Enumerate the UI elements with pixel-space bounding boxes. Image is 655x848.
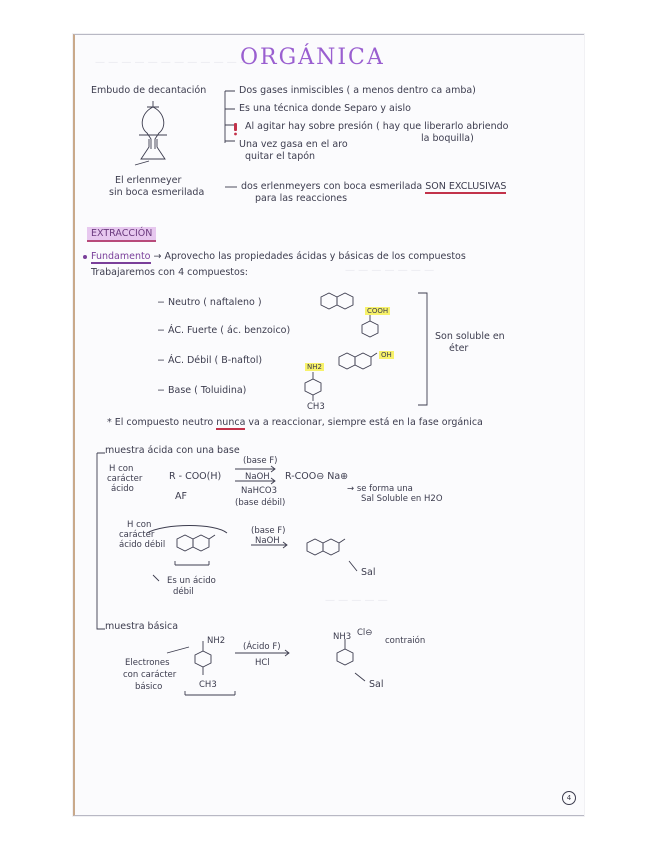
embudo-item: Dos gases inmiscibles ( a menos dentro ca amba)	[239, 85, 476, 96]
chloride-label: Cl⊖	[357, 628, 373, 638]
fundamento-label: Fundamento	[91, 251, 151, 262]
page-number: 4	[562, 791, 576, 805]
basic-electrons-label: Electrones	[125, 658, 170, 668]
embudo-item: quitar el tapón	[245, 151, 316, 162]
hcl-label: HCl	[255, 658, 270, 668]
erlenmeyer-text-main: dos erlenmeyers con boca esmerilada	[241, 181, 423, 192]
salt-label: Sal	[361, 567, 376, 578]
erlenmeyer-label: sin boca esmerilada	[109, 187, 205, 198]
compound-name: ÁC. Fuerte ( ác. benzoico)	[167, 325, 291, 336]
compound-name: Base ( Toluidina)	[167, 385, 247, 396]
soluble-note: éter	[449, 343, 469, 354]
fundamento-line: Fundamento → Aprovecho las propiedades ácidas y básicas de los compuestos	[91, 251, 466, 262]
acid-reactant: R - COO(H)	[169, 471, 222, 482]
acid-h-label: ácido	[111, 484, 134, 494]
acid-af: AF	[175, 491, 187, 502]
nh2-text: NH2	[307, 363, 322, 371]
salt-note: Sal Soluble en H2O	[361, 494, 443, 504]
basic-electrons-label: básico	[135, 682, 163, 692]
embudo-item: Al agitar hay sobre presión ( hay que liberarlo abriendo	[245, 121, 509, 132]
oh-text: OH	[381, 351, 392, 359]
acid-sample-header: muestra ácida con una base	[105, 445, 240, 456]
note-suffix: va a reaccionar, siempre está en la fase orgánica	[248, 417, 483, 428]
page-title: ORGÁNICA	[240, 45, 385, 70]
counterion-label: contraión	[385, 636, 426, 646]
nh3-label: NH3	[333, 632, 352, 642]
acid-product: R-COO⊖ Na⊕	[285, 471, 349, 482]
exclusive-highlight: SON EXCLUSIVAS	[425, 181, 507, 192]
fundamento-line2: Trabajaremos con 4 compuestos:	[91, 267, 248, 278]
basic-sample-header: muestra básica	[105, 621, 179, 632]
ch3-label: CH3	[199, 680, 217, 690]
neutral-note	[107, 417, 483, 429]
section-heading: EXTRACCIÓN	[87, 227, 156, 242]
acid-strong-label: (Ácido F)	[243, 642, 281, 652]
base-strong-label: (base F)	[243, 456, 278, 466]
basic-electrons-label: con carácter	[123, 670, 177, 680]
weak-acid-note: Es un ácido	[167, 576, 216, 586]
nh2-label	[305, 361, 324, 373]
naoh-label: NaOH	[245, 472, 270, 482]
erlenmeyer-label: El erlenmeyer	[115, 175, 182, 186]
base-strong-label: (base F)	[251, 526, 286, 536]
compound-name: Neutro ( naftaleno )	[167, 297, 262, 308]
nh2-label: NH2	[207, 636, 226, 646]
oh-label	[379, 349, 394, 361]
ghost-text: — — — — — — —	[345, 265, 435, 276]
base-weak-label: (base débil)	[235, 498, 286, 508]
embudo-item: la boquilla)	[421, 133, 474, 144]
embudo-label: Embudo de decantación	[91, 85, 207, 96]
acid-h-label: H con	[109, 464, 134, 474]
soluble-note: Son soluble en	[435, 331, 505, 342]
fundamento-text: Aprovecho las propiedades ácidas y básicas de los compuestos	[164, 251, 466, 262]
weak-acid-h-label: H con	[127, 520, 152, 530]
compound-item: − Base ( Toluidina)	[157, 385, 247, 396]
embudo-item: Es una técnica donde Separo y aislo	[239, 103, 411, 114]
salt-label: Sal	[369, 679, 384, 690]
compound-item: − Neutro ( naftaleno )	[157, 297, 262, 308]
salt-note: → se forma una	[347, 484, 413, 494]
naoh-label: NaOH	[255, 536, 280, 546]
note-underlined: nunca	[216, 417, 246, 428]
embudo-item: Una vez gasa en el aro	[239, 139, 348, 150]
cooh-label	[365, 305, 390, 317]
cooh-text: COOH	[367, 307, 389, 315]
ch3-label: CH3	[307, 402, 325, 412]
erlenmeyer-text: para las reacciones	[255, 193, 348, 204]
erlenmeyer-text	[241, 181, 506, 193]
acid-h-label: carácter	[107, 474, 143, 484]
compound-item: − ÁC. Débil ( B-naftol)	[157, 355, 263, 366]
compound-name: ÁC. Débil ( B-naftol)	[167, 355, 263, 366]
nahco3-label: NaHCO3	[241, 486, 277, 496]
notebook-page	[73, 34, 584, 816]
note-prefix: * El compuesto neutro	[107, 417, 214, 428]
weak-acid-note: débil	[173, 587, 194, 597]
weak-acid-h-label: carácter	[119, 530, 155, 540]
compound-item: − ÁC. Fuerte ( ác. benzoico)	[157, 325, 291, 336]
weak-acid-h-label: ácido débil	[119, 540, 166, 550]
ghost-text: — — — — —	[325, 595, 388, 606]
ghost-text: — — — — — — — — — — — —	[95, 57, 250, 68]
